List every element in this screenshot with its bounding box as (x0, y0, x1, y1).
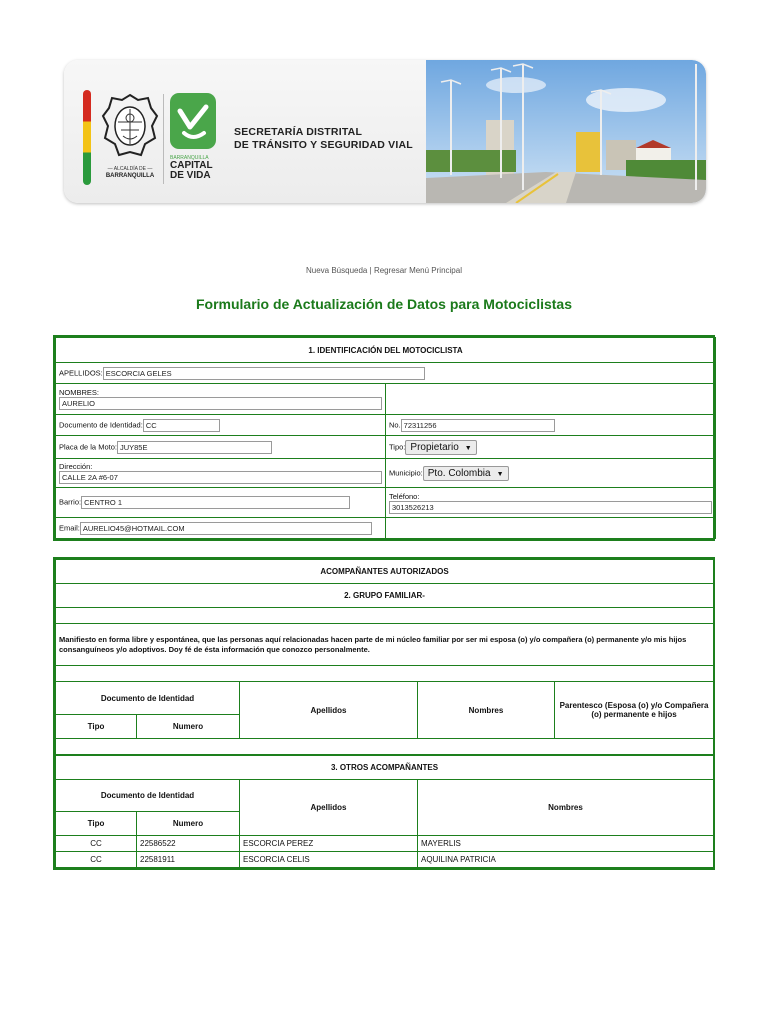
spacer-row (56, 608, 714, 624)
grupo-familiar-title: 2. GRUPO FAMILIAR- (56, 584, 714, 608)
apellidos-input[interactable]: ESCORCIA GELES (103, 367, 425, 380)
tipo-label: Tipo: (389, 442, 406, 452)
placa-input[interactable]: JUY85E (117, 441, 272, 454)
documento-label: Documento de Identidad: (59, 420, 143, 430)
municipio-label: Municipio: (389, 468, 423, 478)
col-numero: Numero (137, 812, 240, 836)
nombres-input[interactable]: AURELIO (59, 397, 382, 410)
otros-acompanantes-title: 3. OTROS ACOMPAÑANTES (56, 756, 714, 780)
col-nombres: Nombres (418, 682, 555, 739)
spacer-row (56, 739, 714, 755)
barrio-input[interactable]: CENTRO 1 (81, 496, 350, 509)
brand-text: BARRANQUILLA CAPITAL DE VIDA (170, 155, 213, 181)
cell-tipo: CC (56, 836, 137, 852)
table-row (56, 836, 714, 852)
col-numero: Numero (137, 715, 240, 739)
section1-title: 1. IDENTIFICACIÓN DEL MOTOCICLISTA (56, 338, 716, 363)
acompanantes-table (53, 557, 715, 870)
empty-cell (386, 384, 716, 415)
table-row (56, 852, 714, 868)
direccion-input[interactable]: CALLE 2A #6-07 (59, 471, 382, 484)
page-title: Formulario de Actualización de Datos para Motociclistas (195, 296, 572, 312)
cell-tipo: CC (56, 852, 137, 868)
chevron-down-icon: ▼ (496, 470, 504, 478)
regresar-menu-link[interactable]: Regresar Menú Principal (373, 266, 462, 275)
declaration-text: Manifiesto en forma libre y espontánea, que las personas aquí relacionadas hacen parte de mi núcleo familiar por ser mi esposa (o) y/o compañera (o) permanente y/o mis hijos consanguíneos y/o adoptivos. Doy fé de ésta información que conozco personalmente. (56, 624, 714, 666)
municipio-select[interactable] (423, 466, 509, 481)
acompanantes-title: ACOMPAÑANTES AUTORIZADOS (56, 560, 714, 584)
crest-caption: — ALCALDÍA DE — BARRANQUILLA (105, 166, 155, 179)
cell-nombres: AQUILINA PATRICIA (418, 852, 714, 868)
col-apellidos: Apellidos (240, 682, 418, 739)
col-tipo: Tipo (56, 812, 137, 836)
empty-cell (386, 518, 716, 539)
cell-nombres: MAYERLIS (418, 836, 714, 852)
telefono-input[interactable]: 3013526213 (389, 501, 712, 514)
capital-de-vida-logo-icon (170, 93, 216, 149)
city-avenue-photo (426, 60, 706, 203)
municipio-select-value: Pto. Colombia (427, 467, 491, 479)
col-tipo: Tipo (56, 715, 137, 739)
email-label: Email: (59, 523, 80, 533)
telefono-label: Teléfono: (389, 491, 420, 501)
cell-apellidos: ESCORCIA CELIS (240, 852, 418, 868)
nombres-label: NOMBRES: (59, 388, 100, 397)
logo-divider (163, 94, 164, 184)
barrio-label: Barrio: (59, 497, 82, 507)
chevron-down-icon: ▼ (464, 444, 472, 452)
documento-tipo-input[interactable]: CC (143, 419, 220, 432)
apellidos-label: APELLIDOS: (59, 368, 103, 378)
email-input[interactable]: AURELIO45@HOTMAIL.COM (80, 522, 372, 535)
nueva-busqueda-link[interactable]: Nueva Búsqueda (306, 266, 368, 275)
coat-of-arms-icon (101, 92, 159, 162)
col-documento: Documento de Identidad (56, 780, 240, 812)
secretaria-title: SECRETARÍA DISTRITAL DE TRÁNSITO Y SEGURIDAD VIAL (234, 126, 413, 151)
col-apellidos: Apellidos (240, 780, 418, 836)
flag-stripe (83, 90, 91, 185)
col-documento: Documento de Identidad (56, 682, 240, 715)
numero-documento-input[interactable]: 72311256 (401, 419, 555, 432)
cell-numero: 22581911 (137, 852, 240, 868)
nav-separator: | (369, 266, 372, 275)
placa-label: Placa de la Moto: (59, 442, 117, 452)
col-nombres: Nombres (418, 780, 714, 836)
header-banner (64, 60, 706, 203)
direccion-label: Dirección: (59, 462, 93, 471)
cell-apellidos: ESCORCIA PEREZ (240, 836, 418, 852)
tipo-select-value: Propietario (410, 441, 459, 453)
col-parentesco: Parentesco (Esposa (o) y/o Compañera (o) permanente e hijos (555, 682, 714, 739)
tipo-select[interactable] (405, 440, 476, 455)
spacer-row (56, 666, 714, 682)
cell-numero: 22586522 (137, 836, 240, 852)
numero-label: No. (389, 420, 401, 430)
nav-links (0, 266, 768, 275)
identificacion-table (53, 335, 715, 541)
